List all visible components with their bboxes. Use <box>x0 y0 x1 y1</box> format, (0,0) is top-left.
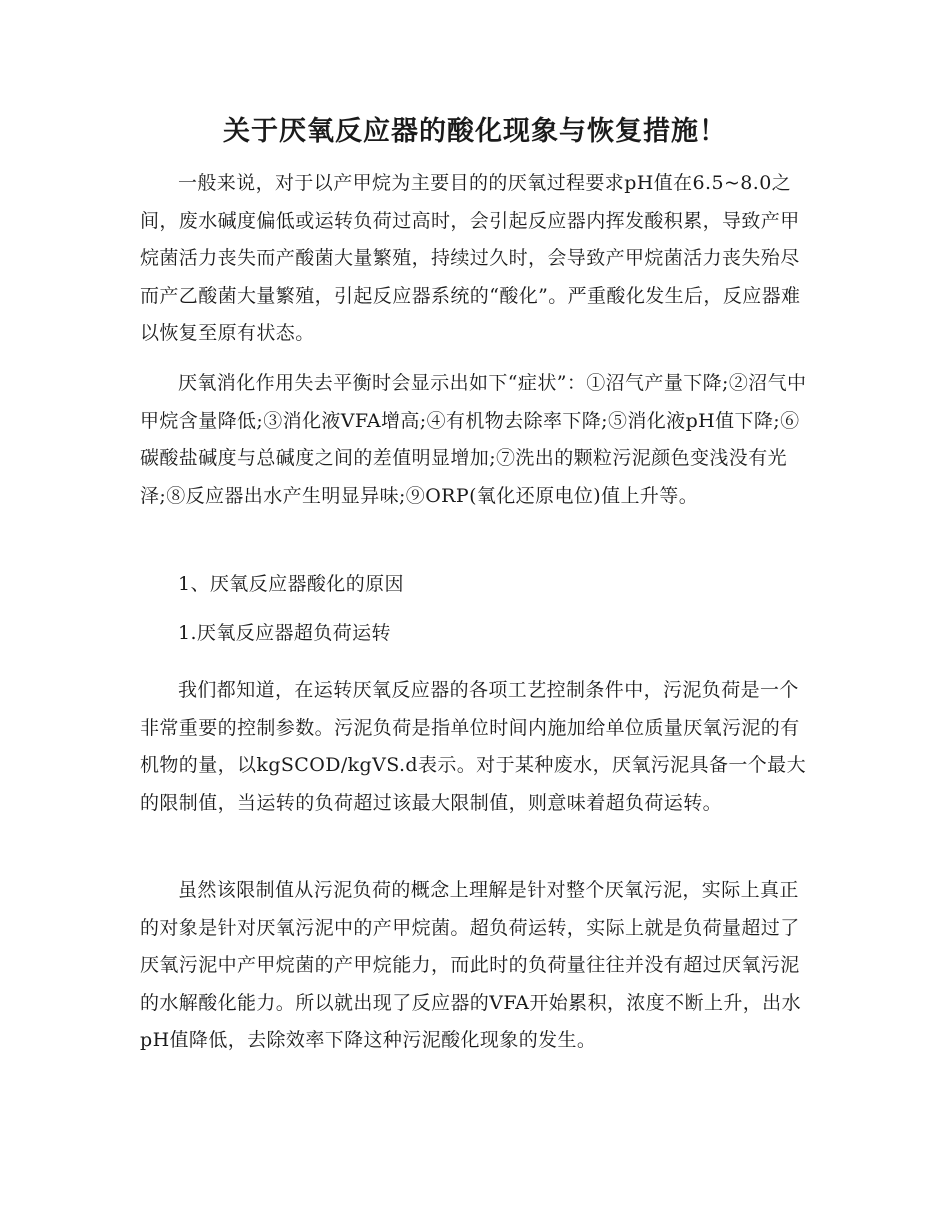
paragraph-sludge-load: 我们都知道，在运转厌氧反应器的各项工艺控制条件中，污泥负荷是一个非常重要的控制参数。污泥负荷是指单位时间内施加给单位质量厌氧污泥的有机物的量，以kgSCOD/kgVS.d表示。对于某种废水，厌氧污泥具备一个最大的限制值，当运转的负荷超过该最大限制值，则意味着超负荷运转。 <box>140 679 806 814</box>
paragraph-symptoms: 厌氧消化作用失去平衡时会显示出如下“症状”：①沼气产量下降;②沼气中甲烷含量降低;③消化液VFA增高;④有机物去除率下降;⑤消化液pH值下降;⑥碳酸盐碱度与总碱度之间的差值明显增加;⑦洗出的颗粒污泥颜色变浅没有光泽;⑧反应器出水产生明显异味;⑨ORP(氧化还原电位)值上升等。 <box>140 372 807 507</box>
paragraph-overload: 虽然该限制值从污泥负荷的概念上理解是针对整个厌氧污泥，实际上真正的对象是针对厌氧污泥中的产甲烷菌。超负荷运转，实际上就是负荷量超过了厌氧污泥中产甲烷菌的产甲烷能力，而此时的负荷量往往并没有超过厌氧污泥的水解酸化能力。所以就出现了反应器的VFA开始累积，浓度不断上升，出水pH值降低，去除效率下降这种污泥酸化现象的发生。 <box>140 879 801 1051</box>
page-title: 关于厌氧反应器的酸化现象与恢复措施！ <box>223 116 727 147</box>
section-heading: 1、厌氧反应器酸化的原因 <box>178 573 404 595</box>
subsection-heading: 1.厌氧反应器超负荷运转 <box>178 622 391 644</box>
paragraph-intro: 一般来说，对于以产甲烷为主要目的的厌氧过程要求pH值在6.5~8.0之间，废水碱度偏低或运转负荷过高时，会引起反应器内挥发酸积累，导致产甲烷菌活力丧失而产酸菌大量繁殖，持续过久时，会导致产甲烷菌活力丧失殆尽而产乙酸菌大量繁殖，引起反应器系统的“酸化”。严重酸化发生后，反应器难以恢复至原有状态。 <box>140 172 801 344</box>
